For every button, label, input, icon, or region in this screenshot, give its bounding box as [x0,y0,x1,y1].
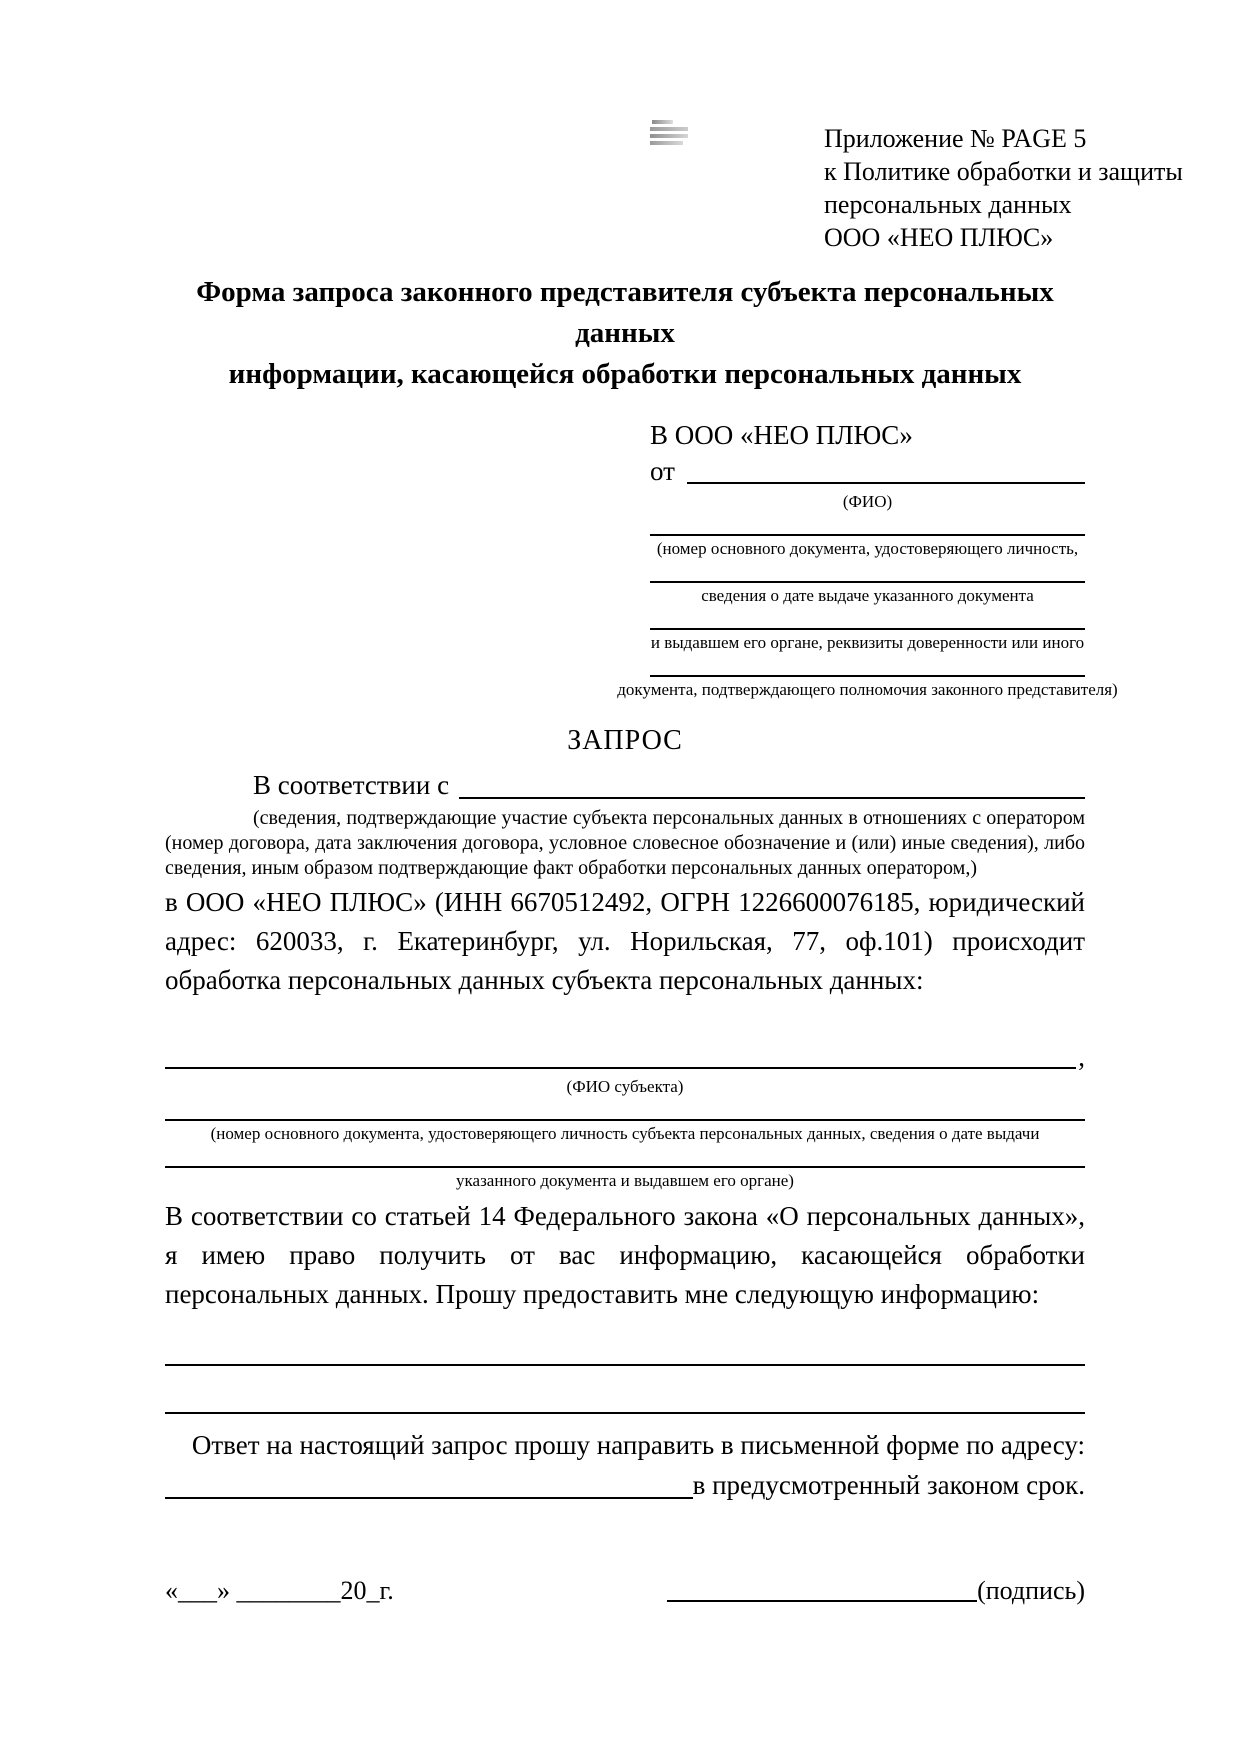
accordance-note: (сведения, подтверждающие участие субъекта персональных данных в отношениях с оператором (номер договора, дата заключения договора, условное словесное обозначение и (или) иные сведения), либо сведения, иным образом подтверждающие факт обработки персональных данных оператором,) [165,807,1085,879]
id-document-field [650,534,1085,559]
document-title-line-2: информации, касающейся обработки персональных данных [228,358,1022,390]
subject-fio-blank-line [165,1040,1076,1069]
accordance-label: В соответствии с [253,770,450,800]
law-paragraph: В соответствии со статьей 14 Федерального закона «О персональных данных», я имею право получить от вас информацию, касающейся обработки персональных данных. Прошу предоставить мне следующую информацию: [165,1201,1085,1309]
text-lines-icon [650,118,688,148]
date-line: «___» ________20_г. [165,1576,394,1605]
info-blank-line-1 [165,1364,1085,1366]
from-blank-line [687,453,1085,484]
authority-document-field [617,675,1118,700]
subject-document-caption: (номер основного документа, удостоверяющего личность субъекта персональных данных, сведения о дате выдачи [210,1124,1040,1143]
appendix-line-4: ООО «НЕО ПЛЮС» [824,223,1054,252]
reply-suffix: в предусмотренный законом срок. [692,1470,1085,1500]
operator-paragraph: в ООО «НЕО ПЛЮС» (ИНН 6670512492, ОГРН 1226600076185, юридический адрес: 620033, г. Екатеринбург, ул. Норильская, 77, оф.101) происходит обработка персональных данных субъекта персональных данных: [165,887,1085,995]
subject-fio-caption: (ФИО субъекта) [566,1077,684,1096]
issue-date-caption: сведения о дате выдаче указанного документа [701,586,1034,605]
request-heading: ЗАПРОС [567,725,683,756]
reply-address-blank-line [165,1466,693,1499]
subject-fio-row [165,1040,1085,1074]
issue-date-field [650,581,1085,606]
subject-authority-caption: указанного документа и выдавшем его органе) [456,1171,794,1190]
id-document-caption: (номер основного документа, удостоверяющего личность, [656,539,1079,558]
subject-document-field [165,1119,1085,1144]
fio-caption: (ФИО) [842,492,893,511]
appendix-line-2: к Политике обработки и защиты [824,157,1183,186]
accordance-row [165,766,1085,804]
issuing-authority-field [650,628,1085,653]
appendix-line-3: персональных данных [824,190,1072,219]
page-header [165,118,1183,258]
accordance-blank-line [459,766,1085,799]
subject-authority-field [165,1166,1085,1191]
authority-document-caption: документа, подтверждающего полномочия законного представителя) [617,680,1118,699]
signature-caption: (подпись) [977,1576,1085,1605]
trailing-comma: , [1078,1042,1085,1072]
reply-address-row [165,1466,1085,1504]
from-row [650,453,1085,489]
from-label: от [650,456,675,486]
reply-address-line: Ответ на настоящий запрос прошу направить в письменной форме по адресу: [191,1430,1085,1460]
date-signature-row [165,1574,1085,1608]
subject-block [165,1040,1085,1191]
document-title [165,272,1085,395]
addressee-to: В ООО «НЕО ПЛЮС» [650,420,913,450]
appendix-block [824,122,1183,254]
info-blank-line-2 [165,1412,1085,1414]
issuing-authority-caption: и выдавшем его органе, реквизиты доверенности или иного [650,633,1085,652]
signature-area [667,1574,1085,1608]
document-title-line-1: Форма запроса законного представителя субъекта персональных данных [196,276,1054,349]
signature-blank-line [667,1600,977,1602]
addressee-block [617,417,1118,700]
appendix-line-1: Приложение № PAGE 5 [824,124,1087,153]
